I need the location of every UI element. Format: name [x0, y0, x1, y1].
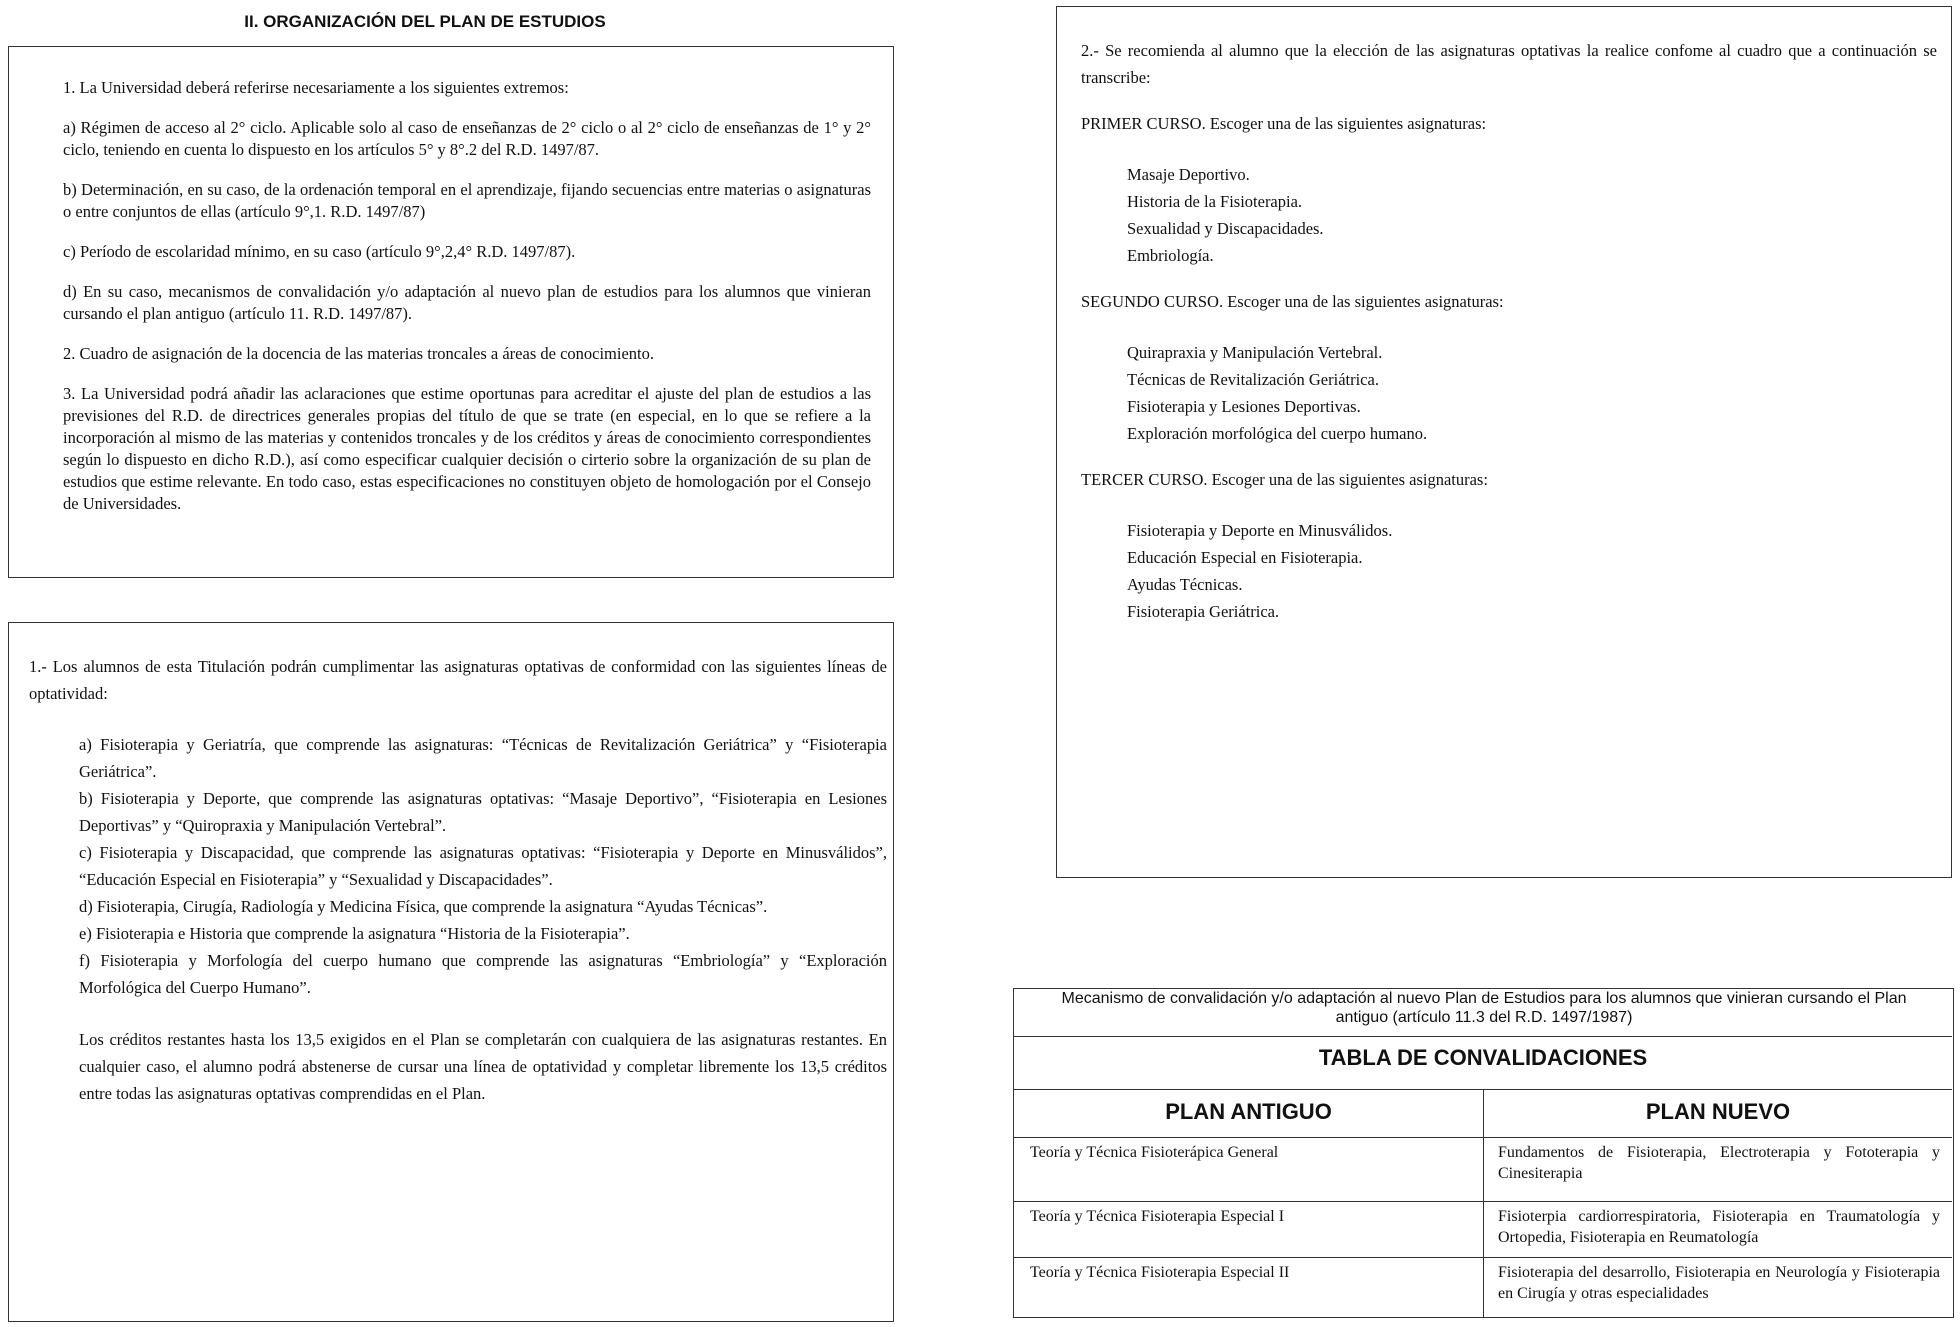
course-first-label: PRIMER CURSO. Escoger una de las siguientes asignaturas: — [1081, 114, 1487, 133]
requirement-3: 3. La Universidad podrá añadir las aclaraciones que estime oportunas para acreditar el ajuste del plan de estudios a las previsiones del R.D. de directrices generales propias del título de que se trate (en especial, en lo que se refiere a la incorporación al mismo de las materias y contenidos troncales y de los créditos y áreas de conocimiento correspondientes según lo dispuesto en dicho R.D.), así como especificar cualquier decisión o cirterio sobre la organización de su plan de estudios que estime relevante. En todo caso, estas especificaciones no constituyen objeto de homologación por el Consejo de Universidades. — [63, 384, 871, 513]
table-cell-old: Teoría y Técnica Fisioterápica General — [1030, 1144, 1279, 1161]
line-b: b) Fisioterapia y Deporte, que comprende las asignaturas optativas: “Masaje Deportivo”, “Fisioterapia en Lesiones Deportivas” y “Quiropraxia y Manipulación Vertebral”. — [79, 789, 887, 835]
recommendation-intro: 2.- Se recomienda al alumno que la elección de las asignaturas optativas la realice confome al cuadro que a continuación se transcribe: — [1081, 41, 1937, 87]
subject-item: Fisioterapia Geriátrica. — [1127, 602, 1280, 621]
requirement-a: a) Régimen de acceso al 2° ciclo. Aplicable solo al caso de enseñanzas de 2° ciclo o al 2° ciclo de enseñanzas de 1° y 2° ciclo, teniendo en cuenta lo dispuesto en los artículos 5° y 8°.2 del R.D. 1497/87. — [63, 118, 871, 159]
column-header-old: PLAN ANTIGUO — [1165, 1099, 1332, 1124]
subject-item: Ayudas Técnicas. — [1127, 575, 1243, 594]
table-cell-old: Teoría y Técnica Fisioterapia Especial II — [1030, 1264, 1290, 1281]
table-caption: Mecanismo de convalidación y/o adaptación al nuevo Plan de Estudios para los alumnos que vinieran cursando el Plan antiguo (artículo 11.3 del R.D. 1497/1987) — [1061, 990, 1907, 1026]
course-list — [1081, 113, 1937, 625]
subject-item: Historia de la Fisioterapia. — [1127, 192, 1303, 211]
requirement-b: b) Determinación, en su caso, de la ordenación temporal en el aprendizaje, fijando secuencias entre materias o asignaturas o entre conjuntos de ellas (artículo 9°,1. R.D. 1497/87) — [63, 180, 871, 221]
requirements-intro: 1. La Universidad deberá referirse necesariamente a los siguientes extremos: — [63, 78, 569, 97]
line-d: d) Fisioterapia, Cirugía, Radiología y Medicina Física, que comprende la asignatura “Ayudas Técnicas”. — [79, 897, 768, 916]
subject-item: Masaje Deportivo. — [1127, 165, 1250, 184]
subject-item: Educación Especial en Fisioterapia. — [1127, 548, 1363, 567]
section-heading: II. ORGANIZACIÓN DEL PLAN DE ESTUDIOS — [244, 12, 606, 31]
subject-item: Exploración morfológica del cuerpo humano. — [1127, 424, 1428, 443]
table-cell-old: Teoría y Técnica Fisioterapia Especial I — [1030, 1208, 1285, 1225]
subject-item: Sexualidad y Discapacidades. — [1127, 219, 1324, 238]
subject-item: Fisioterapia y Deporte en Minusválidos. — [1127, 521, 1393, 540]
line-c: c) Fisioterapia y Discapacidad, que comprende las asignaturas optativas: “Fisioterapia y Deporte en Minusválidos”, “Educación Especial en Fisioterapia” y “Sexualidad y Discapacidades”. — [79, 843, 887, 889]
table-cell-new: Fisioterpia cardiorrespiratoria, Fisioterapia en Traumatología y Ortopedia, Fisioterapia en Reumatología — [1498, 1208, 1940, 1246]
requirement-2: 2. Cuadro de asignación de la docencia de las materias troncales a áreas de conocimiento. — [63, 344, 655, 363]
recommendation-box — [1056, 6, 1952, 878]
course-third-label: TERCER CURSO. Escoger una de las siguientes asignaturas: — [1081, 470, 1488, 489]
requirement-c: c) Período de escolaridad mínimo, en su caso (artículo 9°,2,4° R.D. 1497/87). — [63, 242, 576, 261]
column-header-new: PLAN NUEVO — [1645, 1099, 1791, 1124]
subject-item: Quirapraxia y Manipulación Vertebral. — [1127, 343, 1383, 362]
table-title: TABLA DE CONVALIDACIONES — [1318, 1045, 1648, 1070]
line-e: e) Fisioterapia e Historia que comprende la asignatura “Historia de la Fisioterapia”. — [79, 924, 630, 943]
optativity-lines-box — [8, 622, 894, 1322]
subject-item: Embriología. — [1127, 246, 1214, 265]
requirement-d: d) En su caso, mecanismos de convalidación y/o adaptación al nuevo plan de estudios para los alumnos que vinieran cursando el plan antiguo (artículo 11. R.D. 1497/87). — [63, 282, 871, 323]
table-cell-new: Fisioterapia del desarrollo, Fisioterapia en Neurología y Fisioterapia en Cirugía y otras especialidades — [1498, 1264, 1940, 1302]
line-f: f) Fisioterapia y Morfología del cuerpo humano que comprende las asignaturas “Embriología” y “Exploración Morfológica del Cuerpo Humano”. — [79, 951, 887, 997]
subject-item: Técnicas de Revitalización Geriátrica. — [1127, 370, 1379, 389]
optativity-closing: Los créditos restantes hasta los 13,5 exigidos en el Plan se completarán con cualquiera de las asignaturas restantes. En cualquier caso, el alumno podrá abstenerse de cursar una línea de optatividad y completar libremente los 13,5 créditos entre todas las asignaturas optativas comprendidas en el Plan. — [79, 1030, 887, 1103]
course-second-label: SEGUNDO CURSO. Escoger una de las siguientes asignaturas: — [1081, 292, 1504, 311]
table-cell-new: Fundamentos de Fisioterapia, Electroterapia y Fototerapia y Cinesiterapia — [1498, 1144, 1940, 1182]
convalidation-table — [1013, 988, 1954, 1318]
line-a: a) Fisioterapia y Geriatría, que comprende las asignaturas: “Técnicas de Revitalización Geriátrica” y “Fisioterapia Geriátrica”. — [79, 735, 887, 781]
optativity-intro: 1.- Los alumnos de esta Titulación podrán cumplimentar las asignaturas optativas de conformidad con las siguientes líneas de optatividad: — [29, 657, 887, 703]
subject-item: Fisioterapia y Lesiones Deportivas. — [1127, 397, 1361, 416]
requirements-box — [8, 46, 894, 578]
